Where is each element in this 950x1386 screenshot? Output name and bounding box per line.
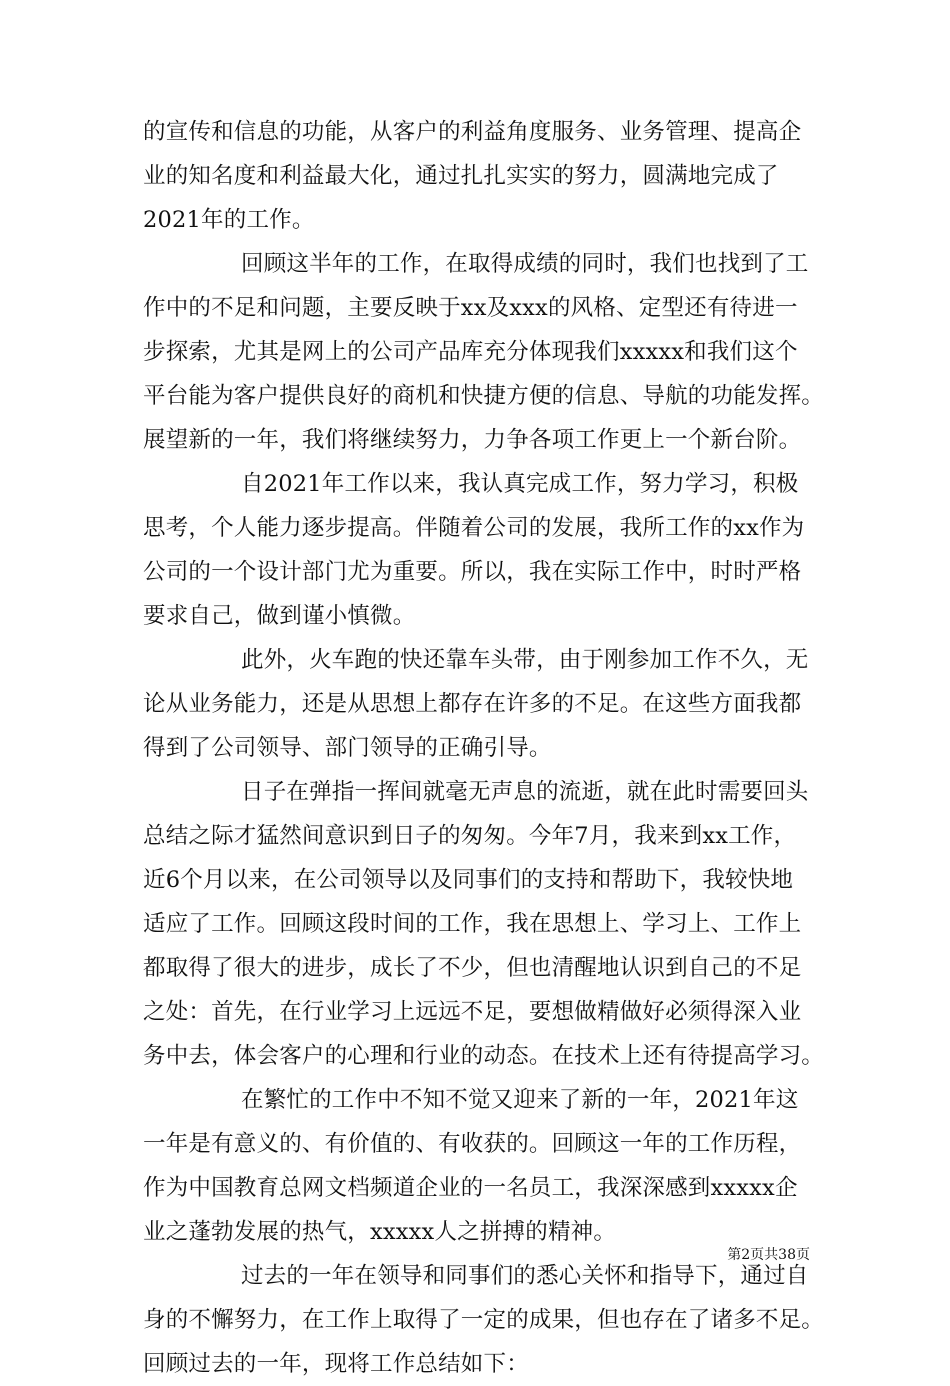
text-line: 作为中国教育总网文档频道企业的一名员工，我深深感到xxxxx企 bbox=[143, 1175, 798, 1201]
text-line: 思考，个人能力逐步提高。伴随着公司的发展，我所工作的xx作为 bbox=[143, 515, 805, 541]
text-line: 之处：首先，在行业学习上远远不足，要想做精做好必须得深入业 bbox=[143, 999, 802, 1025]
text-line: 作中的不足和问题，主要反映于xx及xxx的风格、定型还有待进一 bbox=[143, 295, 798, 321]
text-line: 要求自己，做到谨小慎微。 bbox=[143, 603, 416, 629]
text-line: 近6个月以来，在公司领导以及同事们的支持和帮助下，我较快地 bbox=[143, 867, 794, 893]
paragraph-first-line: 此外，火车跑的快还靠车头带，由于刚参加工作不久，无 bbox=[241, 647, 809, 673]
paragraph-first-line: 回顾这半年的工作，在取得成绩的同时，我们也找到了工 bbox=[241, 251, 809, 277]
text-line: 展望新的一年，我们将继续努力，力争各项工作更上一个新台阶。 bbox=[143, 427, 802, 453]
text-line: 回顾过去的一年，现将工作总结如下： bbox=[143, 1351, 529, 1377]
text-line: 步探索，尤其是网上的公司产品库充分体现我们xxxxx和我们这个 bbox=[143, 339, 798, 365]
text-line: 2021年的工作。 bbox=[143, 207, 315, 233]
text-line: 都取得了很大的进步，成长了不少，但也清醒地认识到自己的不足 bbox=[143, 955, 802, 981]
text-line: 一年是有意义的、有价值的、有收获的。回顾这一年的工作历程， bbox=[143, 1131, 802, 1157]
paragraph-first-line: 过去的一年在领导和同事们的悉心关怀和指导下，通过自 bbox=[241, 1263, 809, 1289]
text-line: 公司的一个设计部门尤为重要。所以，我在实际工作中，时时严格 bbox=[143, 559, 802, 585]
document-body bbox=[143, 110, 823, 1386]
text-line: 业的知名度和利益最大化，通过扎扎实实的努力，圆满地完成了 bbox=[143, 163, 779, 189]
paragraph-first-line: 自2021年工作以来，我认真完成工作，努力学习，积极 bbox=[241, 471, 799, 497]
text-line: 得到了公司领导、部门领导的正确引导。 bbox=[143, 735, 552, 761]
text-line: 总结之际才猛然间意识到日子的匆匆。今年7月，我来到xx工作， bbox=[143, 823, 797, 849]
page-number: 第2页共38页 bbox=[727, 1247, 810, 1263]
text-line: 适应了工作。回顾这段时间的工作，我在思想上、学习上、工作上 bbox=[143, 911, 802, 937]
text-line: 平台能为客户提供良好的商机和快捷方便的信息、导航的功能发挥。 bbox=[143, 383, 825, 409]
paragraph-first-line: 在繁忙的工作中不知不觉又迎来了新的一年，2021年这 bbox=[241, 1087, 799, 1113]
text-line: 业之蓬勃发展的热气，xxxxx人之拼搏的精神。 bbox=[143, 1219, 617, 1245]
paragraph-first-line: 日子在弹指一挥间就毫无声息的流逝，就在此时需要回头 bbox=[241, 779, 809, 805]
text-line: 论从业务能力，还是从思想上都存在许多的不足。在这些方面我都 bbox=[143, 691, 802, 717]
text-line: 身的不懈努力，在工作上取得了一定的成果，但也存在了诸多不足。 bbox=[143, 1307, 825, 1333]
text-line: 务中去，体会客户的心理和行业的动态。在技术上还有待提高学习。 bbox=[143, 1043, 825, 1069]
text-line: 的宣传和信息的功能，从客户的利益角度服务、业务管理、提高企 bbox=[143, 119, 802, 145]
